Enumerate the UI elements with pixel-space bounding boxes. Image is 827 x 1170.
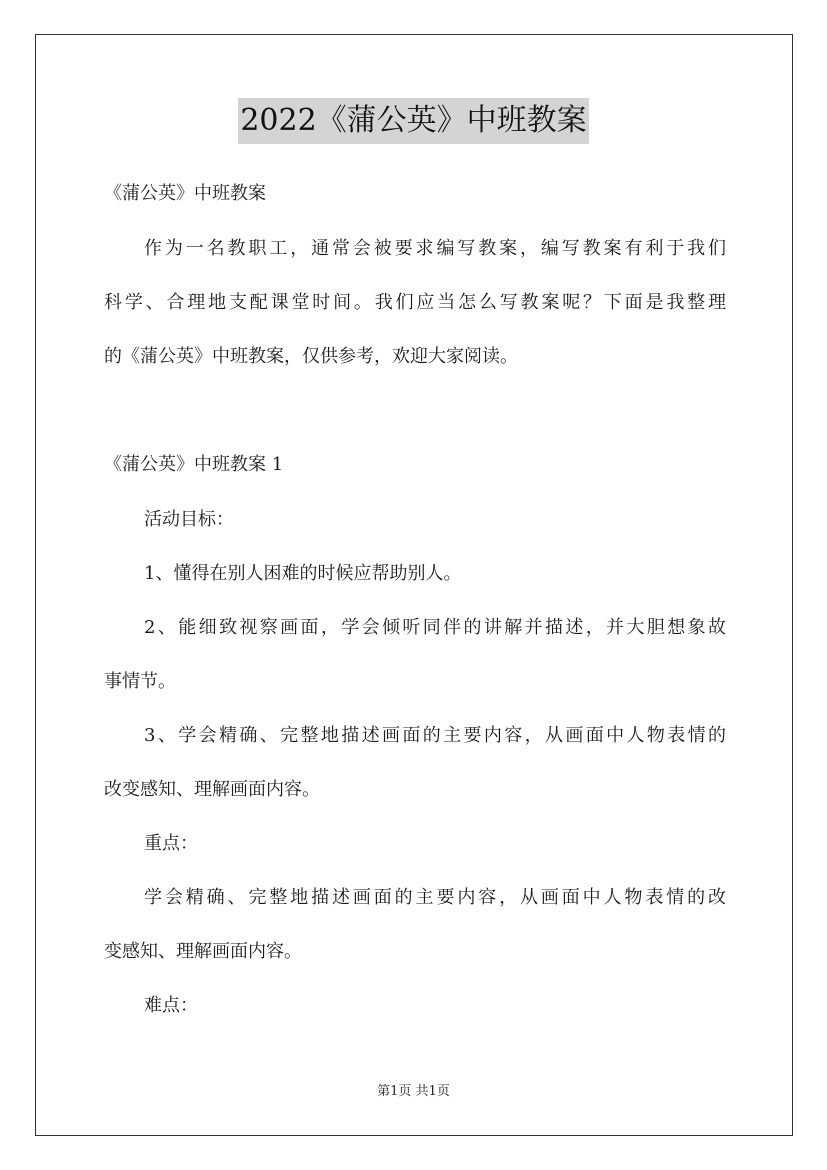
page-footer: 第1页 共1页: [377, 1084, 450, 1099]
intro-line-3: 的《蒲公英》中班教案，仅供参考，欢迎大家阅读。: [104, 346, 518, 367]
difficulty-label: 难点：: [144, 995, 198, 1016]
goal-2-line-1: 2、能细致视察画面，学会倾听同伴的讲解并描述，并大胆想象故: [144, 617, 726, 638]
goal-3-line-2: 改变感知、理解画面内容。: [104, 779, 320, 800]
intro-line-1: 作为一名教职工，通常会被要求编写教案，编写教案有利于我们: [144, 238, 726, 259]
key-line-2: 变感知、理解画面内容。: [104, 941, 302, 962]
key-label: 重点：: [144, 833, 198, 854]
goal-2-line-2: 事情节。: [104, 671, 176, 692]
section-heading: 《蒲公英》中班教案 1: [104, 454, 284, 475]
document-title: 2022《蒲公英》中班教案: [238, 98, 588, 144]
title-container: [0, 98, 827, 144]
document-subtitle: 《蒲公英》中班教案: [104, 183, 266, 204]
intro-line-2: 科学、合理地支配课堂时间。我们应当怎么写教案呢？下面是我整理: [104, 292, 726, 313]
goal-1: 1、懂得在别人困难的时候应帮助别人。: [144, 563, 462, 584]
goal-3-line-1: 3、学会精确、完整地描述画面的主要内容，从画面中人物表情的: [144, 725, 726, 746]
key-line-1: 学会精确、完整地描述画面的主要内容，从画面中人物表情的改: [144, 887, 726, 908]
goals-label: 活动目标：: [144, 509, 234, 530]
